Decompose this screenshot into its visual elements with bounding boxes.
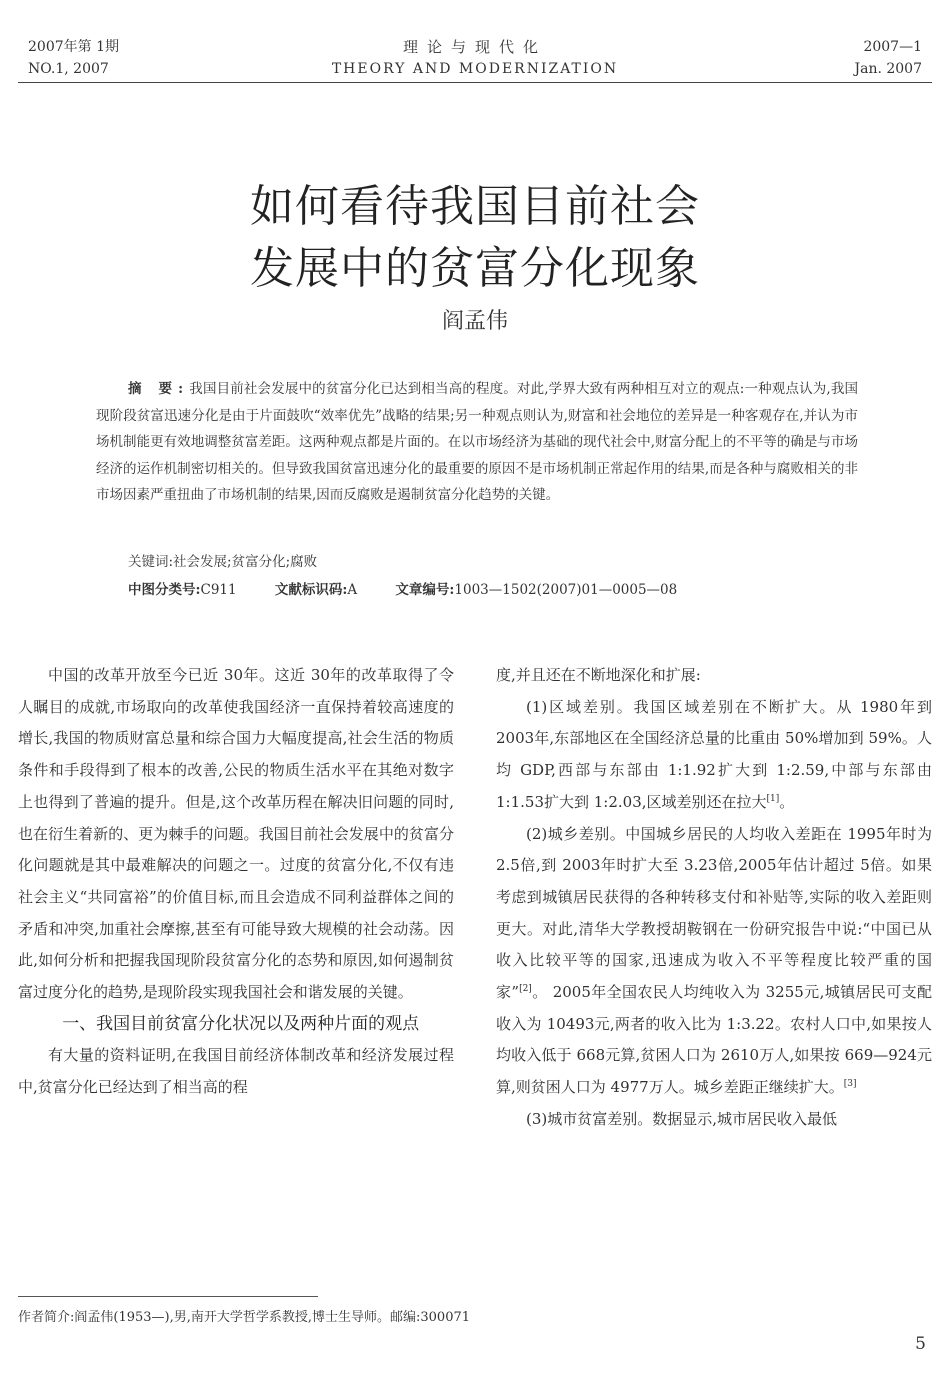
abstract — [96, 376, 858, 509]
article-title — [0, 176, 950, 300]
article-title-line2: 发展中的贫富分化现象 — [250, 243, 700, 294]
journal-name-en: THEORY AND MODERNIZATION — [331, 61, 619, 77]
page-number: 5 — [915, 1334, 926, 1354]
body-paragraph: 有大量的资料证明,在我国目前经济体制改革和经济发展过程中,贫富分化已经达到了相当高的程 — [18, 1046, 454, 1097]
article-title-line1: 如何看待我国目前社会 — [250, 181, 700, 232]
header-divider — [18, 82, 932, 83]
body-column-left — [18, 660, 454, 1104]
journal-date-code: 2007—1 — [863, 39, 922, 55]
journal-name — [0, 36, 950, 80]
classification-line — [128, 578, 711, 598]
journal-issue-cn: 2007年第 1期 — [28, 39, 119, 55]
journal-date — [854, 36, 922, 80]
journal-name-cn: 理论与现代化 — [402, 38, 547, 56]
citation-ref: [3] — [843, 1079, 857, 1090]
section-heading: 一、我国目前贫富分化状况以及两种片面的观点 — [62, 1013, 420, 1034]
article-author: 阎孟伟 — [441, 309, 508, 334]
clc-code: 中图分类号:C911 — [128, 582, 237, 598]
keywords: 关键词:社会发展;贫富分化;腐败 — [128, 554, 318, 570]
author-footnote: 作者简介:阎孟伟(1953—),男,南开大学哲学系教授,博士生导师。邮编:300071 — [18, 1310, 471, 1325]
article-number: 文章编号:1003—1502(2007)01—0005—08 — [395, 582, 678, 598]
journal-issue-en: NO.1, 2007 — [28, 61, 109, 77]
body-paragraph: (2)城乡差别。中国城乡居民的人均收入差距在 1995年时为 2.5倍,到 2003年时扩大至 3.23倍,2005年估计超过 5倍。如果考虑到城镇居民获得的各种转移支付和补贴等,实际的收入差距则更大。对此,清华大学教授胡鞍钢在一份研究报告中说:“中国已从收入比较平等的国家,迅速成为收入不平等程度比较严重的国家”[2]。 2005年全国农民人均纯收入为 3255元,城镇居民可支配收入为 10493元,两者的收入比为 1:3.22。农村人口中,如果按人均收入低于 668元算,贫困人口为 2610万人,如果按 669—924元算,则贫困人口为 4977万人。城乡差距正继续扩大。[3] — [496, 824, 933, 1097]
citation-ref: [1] — [766, 793, 780, 804]
citation-ref: [2] — [519, 984, 532, 995]
body-paragraph: (1)区域差别。我国区域差别在不断扩大。从 1980年到 2003年,东部地区在全国经济总量的比重由 50%增加到 59%。人均 GDP,西部与东部由 1:1.92扩大到 1:2.59,中部与东部由 1:1.53扩大到 1:2.03,区域差别还在拉大[1]。 — [496, 697, 932, 811]
abstract-text: 我国目前社会发展中的贫富分化已达到相当高的程度。对此,学界大致有两种相互对立的观点:一种观点认为,我国现阶段贫富迅速分化是由于片面鼓吹“效率优先”战略的结果;另一种观点则认为,财富和社会地位的差异是一种客观存在,并认为市场机制能更有效地调整贫富差距。这两种观点都是片面的。在以市场经济为基础的现代社会中,财富分配上的不平等的确是与市场经济的运作机制密切相关的。但导致我国贫富迅速分化的最重要的原因不是市场机制正常起作用的结果,而是各种与腐败相关的非市场因素严重扭曲了市场机制的结果,因而反腐败是遏制贫富分化趋势的关键。 — [96, 381, 858, 503]
document-code: 文献标识码:A — [274, 582, 358, 598]
body-column-right — [496, 660, 932, 1136]
body-paragraph: (3)城市贫富差别。数据显示,城市居民收入最低 — [526, 1109, 838, 1128]
abstract-label: 摘 要: — [128, 381, 190, 397]
body-paragraph: 度,并且还在不断地深化和扩展: — [496, 666, 701, 684]
body-paragraph: 中国的改革开放至今已近 30年。这近 30年的改革取得了令人瞩目的成就,市场取向的改革使我国经济一直保持着较高速度的增长,我国的物质财富总量和综合国力大幅度提高,社会生活的物质条件和手段得到了根本的改善,公民的物质生活水平在其绝对数字上也得到了普遍的提升。但是,这个改革历程在解决旧问题的同时,也在衍生着新的、更为棘手的问题。我国目前社会发展中的贫富分化问题就是其中最难解决的问题之一。过度的贫富分化,不仅有违社会主义“共同富裕”的价值目标,而且会造成不同利益群体之间的矛盾和冲突,加重社会摩擦,甚至有可能导致大规模的社会动荡。因此,如何分析和把握我国现阶段贫富分化的态势和原因,如何遏制贫富过度分化的趋势,是现阶段实现我国社会和谐发展的关键。 — [18, 666, 454, 1002]
journal-date-month: Jan. 2007 — [854, 61, 922, 77]
footnote-divider — [18, 1296, 318, 1297]
